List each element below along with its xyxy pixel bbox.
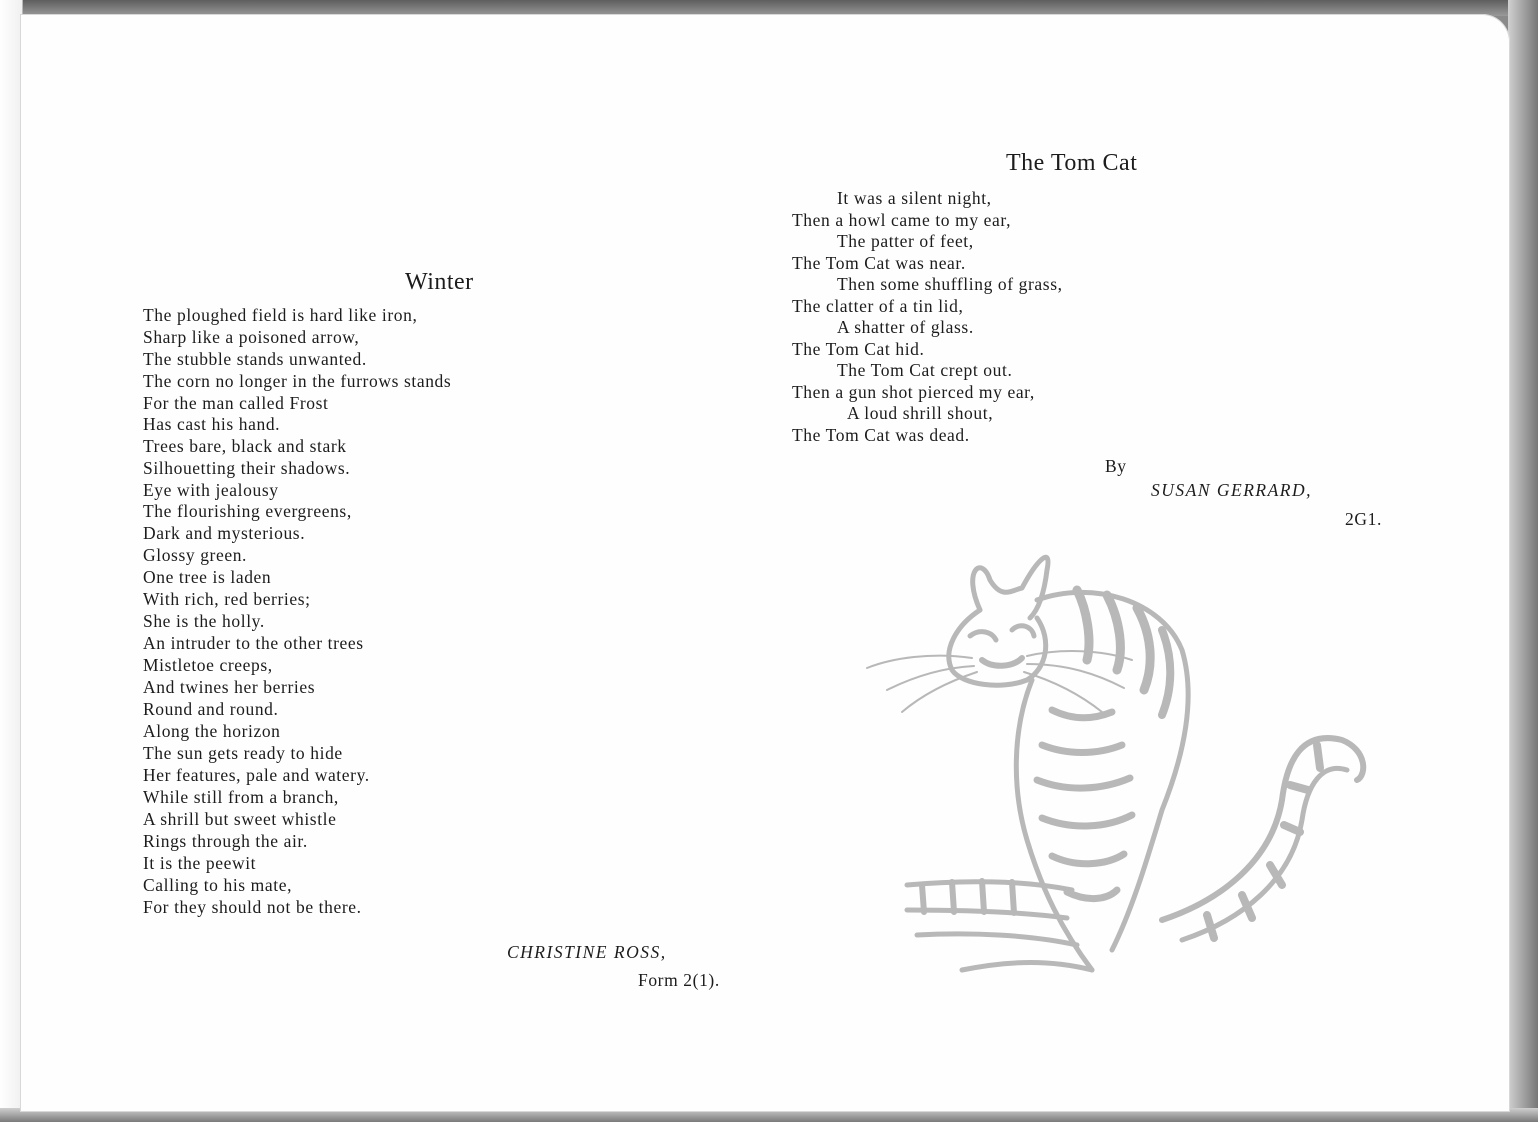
winter-line: She is the holly. bbox=[143, 611, 265, 631]
winter-line: One tree is laden bbox=[143, 567, 272, 587]
tomcat-line: Then some shuffling of grass, bbox=[837, 274, 1063, 294]
winter-form: Form 2(1). bbox=[638, 970, 720, 990]
winter-line: And twines her berries bbox=[143, 677, 316, 697]
winter-author: CHRISTINE ROSS, bbox=[507, 942, 667, 962]
winter-title: Winter bbox=[405, 269, 474, 295]
tomcat-line: The Tom Cat was near. bbox=[792, 253, 966, 273]
tomcat-title: The Tom Cat bbox=[1006, 150, 1138, 176]
tomcat-by: By bbox=[1105, 456, 1127, 476]
winter-line: Sharp like a poisoned arrow, bbox=[143, 327, 360, 347]
tomcat-line: It was a silent night, bbox=[837, 188, 992, 208]
winter-line: Mistletoe creeps, bbox=[143, 655, 273, 675]
winter-line: For the man called Frost bbox=[143, 393, 329, 413]
winter-line: An intruder to the other trees bbox=[143, 633, 364, 653]
winter-line: Silhouetting their shadows. bbox=[143, 458, 351, 478]
winter-line: Rings through the air. bbox=[143, 831, 308, 851]
winter-line: The sun gets ready to hide bbox=[143, 743, 343, 763]
tomcat-line: A shatter of glass. bbox=[837, 317, 974, 337]
winter-line: Along the horizon bbox=[143, 721, 281, 741]
tomcat-line: The Tom Cat was dead. bbox=[792, 425, 970, 445]
winter-line: It is the peewit bbox=[143, 853, 257, 873]
tomcat-line: A loud shrill shout, bbox=[847, 403, 994, 423]
winter-line: A shrill but sweet whistle bbox=[143, 809, 337, 829]
winter-line: The flourishing evergreens, bbox=[143, 501, 352, 521]
tomcat-line: Then a gun shot pierced my ear, bbox=[792, 382, 1035, 402]
winter-line: With rich, red berries; bbox=[143, 589, 311, 609]
winter-line: The corn no longer in the furrows stands bbox=[143, 371, 452, 391]
winter-line: Round and round. bbox=[143, 699, 279, 719]
winter-line: Calling to his mate, bbox=[143, 875, 293, 895]
scan-right-edge bbox=[1508, 0, 1538, 1122]
winter-line: The stubble stands unwanted. bbox=[143, 349, 367, 369]
tomcat-line: The clatter of a tin lid, bbox=[792, 296, 964, 316]
winter-line: Eye with jealousy bbox=[143, 480, 279, 500]
winter-line: Trees bare, black and stark bbox=[143, 436, 347, 456]
tomcat-form: 2G1. bbox=[1345, 509, 1382, 529]
winter-line: The ploughed field is hard like iron, bbox=[143, 305, 418, 325]
tomcat-line: The patter of feet, bbox=[837, 231, 974, 251]
winter-line: Her features, pale and watery. bbox=[143, 765, 370, 785]
winter-line: Dark and mysterious. bbox=[143, 523, 306, 543]
winter-line: While still from a branch, bbox=[143, 787, 339, 807]
winter-line: For they should not be there. bbox=[143, 897, 362, 917]
tomcat-line: The Tom Cat hid. bbox=[792, 339, 925, 359]
tomcat-line: The Tom Cat crept out. bbox=[837, 360, 1013, 380]
tomcat-author: SUSAN GERRARD, bbox=[1151, 480, 1312, 500]
winter-line: Glossy green. bbox=[143, 545, 248, 565]
winter-line: Has cast his hand. bbox=[143, 414, 281, 434]
tabby-cat-drawing-icon bbox=[862, 540, 1382, 990]
tomcat-line: Then a howl came to my ear, bbox=[792, 210, 1012, 230]
